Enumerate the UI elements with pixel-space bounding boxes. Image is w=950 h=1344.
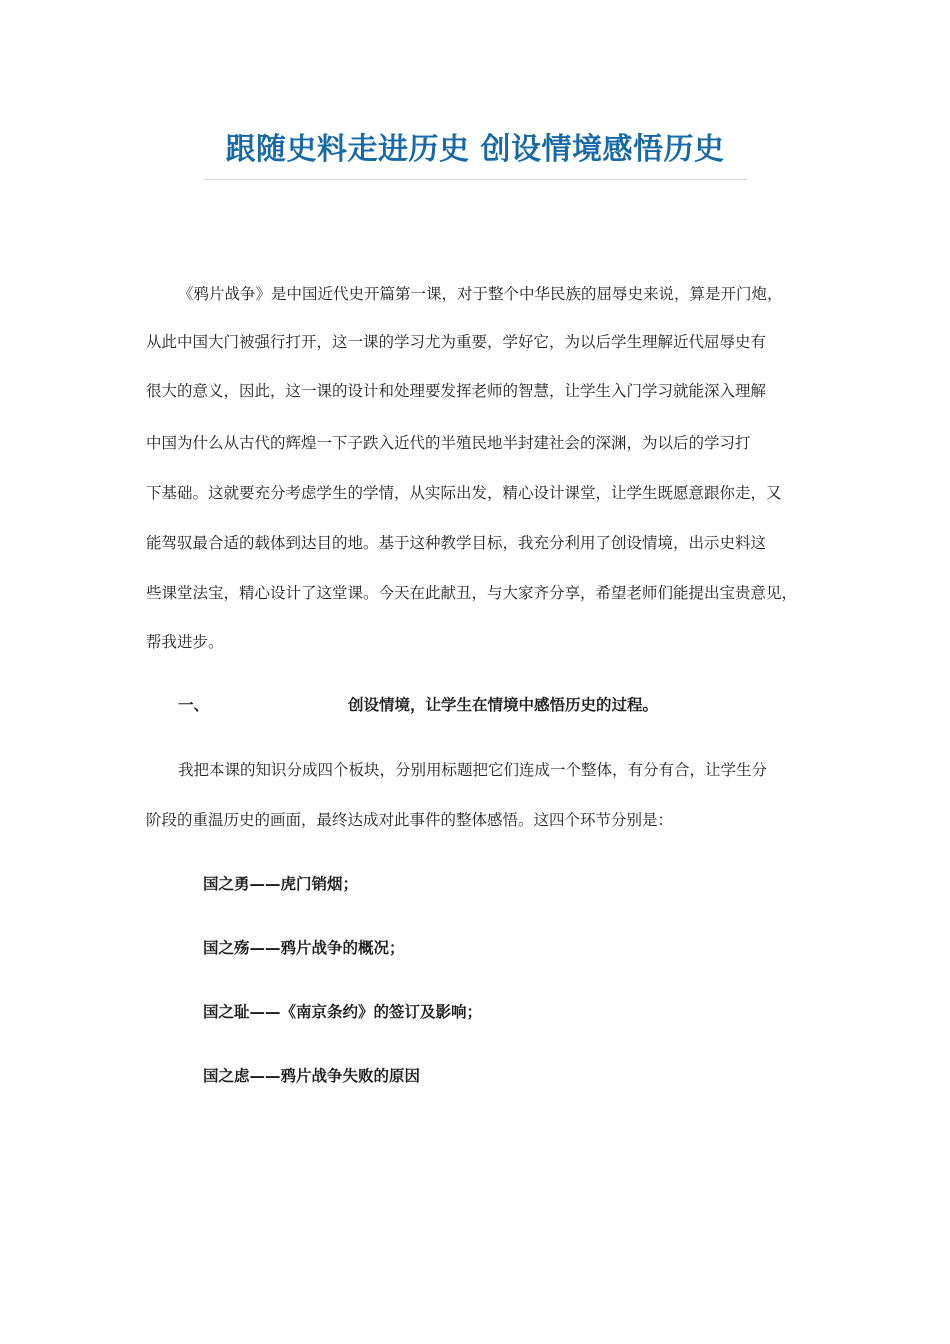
section1-heading: 创设情境，让学生在情境中感悟历史的过程。 <box>348 696 659 714</box>
section1-line-1: 我把本课的知识分成四个板块，分别用标题把它们连成一个整体，有分有合，让学生分 <box>178 761 768 779</box>
intro-line-4: 中国为什么从古代的辉煌一下子跌入近代的半殖民地半封建社会的深渊，为以后的学习打 <box>146 434 751 452</box>
section1-number: 一、 <box>178 696 210 714</box>
intro-line-1: 《鸦片战争》是中国近代史开篇第一课，对于整个中华民族的屈辱史来说，算是开门炮， <box>178 285 783 303</box>
title-divider <box>203 179 747 180</box>
document-title: 跟随史料走进历史 创设情境感悟历史 <box>225 132 725 167</box>
intro-line-5: 下基础。这就要充分考虑学生的学情，从实际出发，精心设计课堂，让学生既愿意跟你走，又 <box>146 484 782 502</box>
intro-line-3: 很大的意义，因此，这一课的设计和处理要发挥老师的智慧，让学生入门学习就能深入理解 <box>146 382 767 400</box>
list-item-guo-zhi-shang: 国之殇——鸦片战争的概况； <box>203 939 405 957</box>
intro-line-7: 些课堂法宝，精心设计了这堂课。今天在此献丑，与大家齐分享，希望老师们能提出宝贵意见， <box>146 584 798 602</box>
intro-line-6: 能驾驭最合适的载体到达目的地。基于这种教学目标，我充分利用了创设情境，出示史料这 <box>146 534 767 552</box>
intro-line-2: 从此中国大门被强行打开，这一课的学习尤为重要，学好它，为以后学生理解近代屈辱史有 <box>146 333 767 351</box>
list-item-guo-zhi-chi: 国之耻——《南京条约》的签订及影响； <box>203 1003 483 1021</box>
section1-line-2: 阶段的重温历史的画面，最终达成对此事件的整体感悟。这四个环节分别是： <box>146 811 674 829</box>
list-item-guo-zhi-lv: 国之虑——鸦片战争失败的原因 <box>203 1067 421 1085</box>
intro-line-8: 帮我进步。 <box>146 633 224 651</box>
list-item-guo-zhi-yong: 国之勇——虎门销烟； <box>203 875 359 893</box>
